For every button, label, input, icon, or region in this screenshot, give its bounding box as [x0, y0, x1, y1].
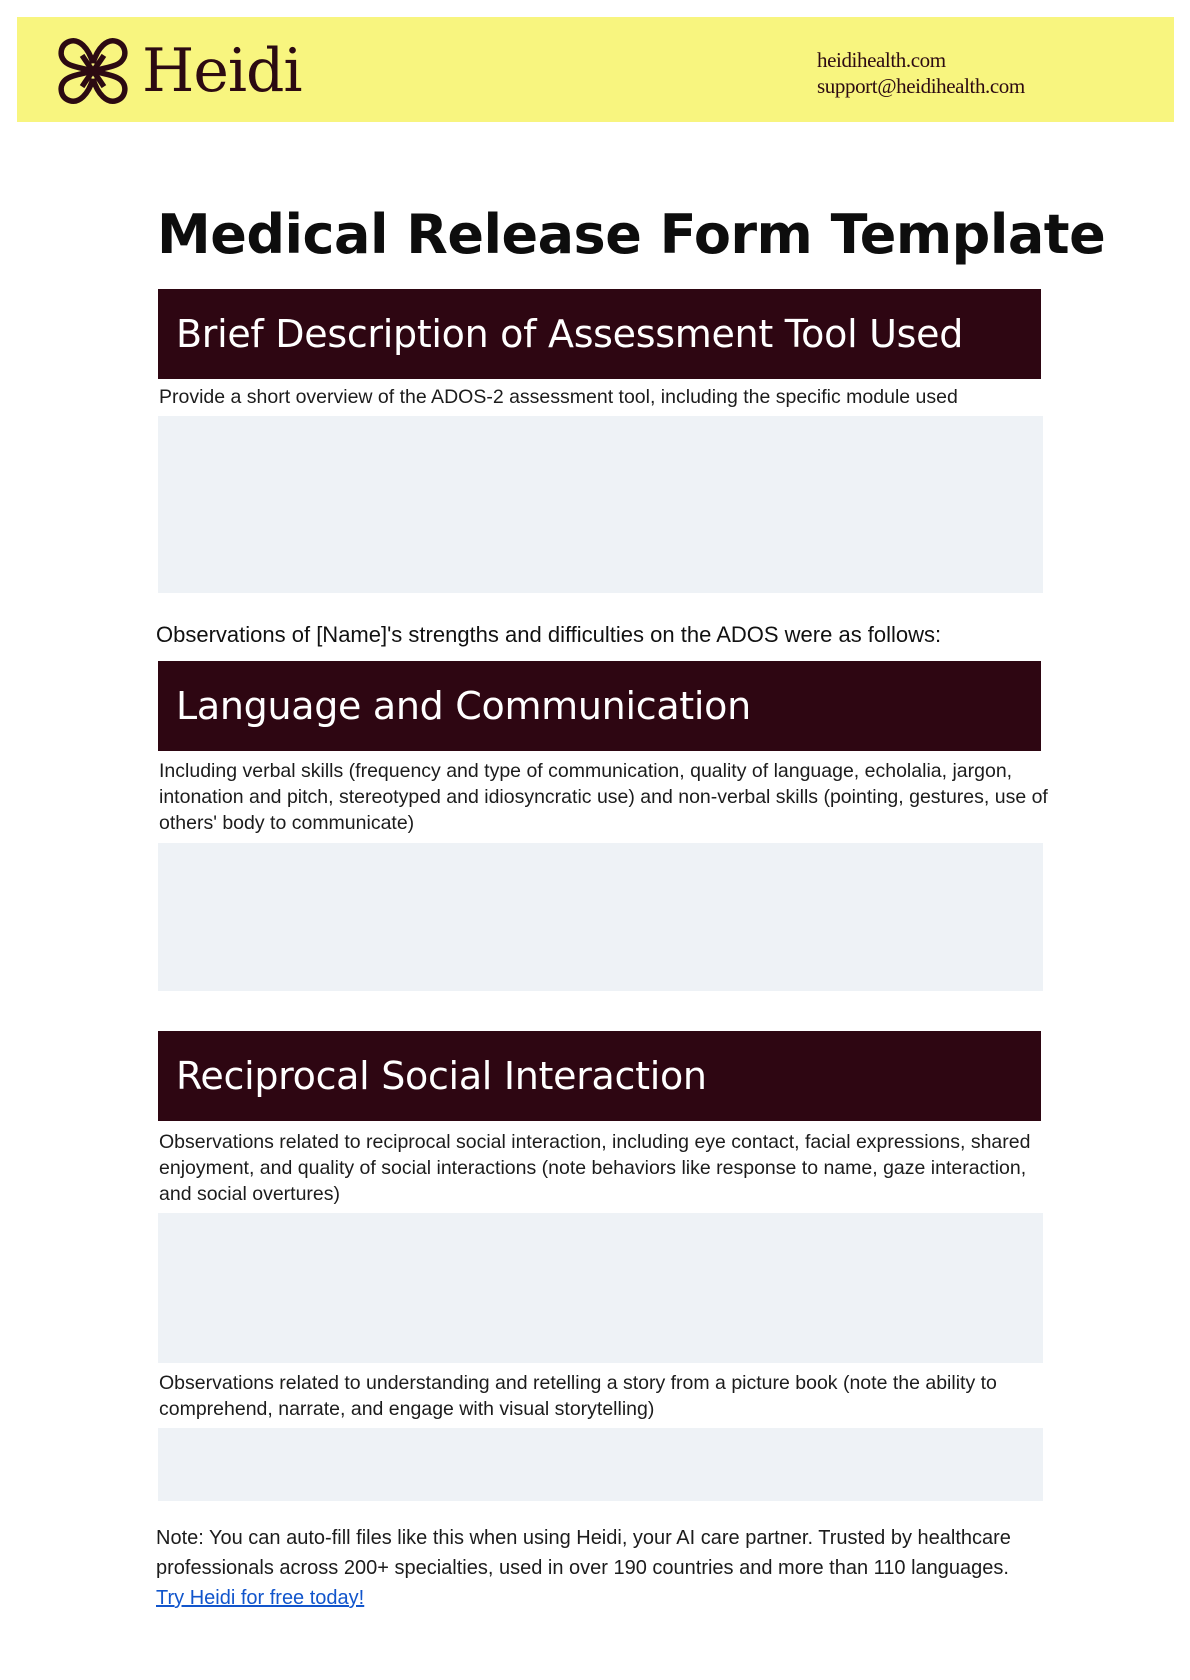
section-heading-social-interaction: [158, 1031, 1041, 1121]
section-heading-text: Brief Description of Assessment Tool Used: [176, 312, 964, 356]
section-prompt: Provide a short overview of the ADOS-2 assessment tool, including the specific module used: [159, 386, 958, 408]
brand-name: Heidi: [142, 36, 302, 106]
document-title: Medical Release Form Template: [157, 203, 1106, 266]
header-banner: [17, 17, 1174, 122]
support-email-link[interactable]: support@heidihealth.com: [817, 74, 1025, 98]
section-prompt: Observations related to reciprocal social interaction, including eye contact, facial expressions, shared enjoyment, and quality of social interactions (note behaviors like response to name, gaze interaction, and social overtures): [159, 1131, 1031, 1205]
assessment-tool-field[interactable]: [158, 416, 1043, 593]
section-heading-assessment-tool: [158, 289, 1041, 379]
section-heading-language-communication: [158, 661, 1041, 751]
footer-note: Note: You can auto-fill files like this when using Heidi, your AI care partner. Trusted by healthcare professionals across 200+ specialties, used in over 190 countries and more than 110 languages.: [156, 1527, 1011, 1579]
try-heidi-link[interactable]: Try Heidi for free today!: [156, 1587, 365, 1609]
brand[interactable]: [54, 31, 302, 111]
section-heading-text: Reciprocal Social Interaction: [176, 1054, 707, 1098]
social-interaction-field[interactable]: [158, 1213, 1043, 1363]
storytelling-field[interactable]: [158, 1428, 1043, 1501]
contact-info: [817, 47, 1025, 99]
language-communication-field[interactable]: [158, 843, 1043, 991]
heidi-logo-icon: [54, 32, 132, 110]
observations-lead-in: Observations of [Name]'s strengths and difficulties on the ADOS were as follows:: [156, 622, 942, 647]
section-prompt: Including verbal skills (frequency and type of communication, quality of language, echolalia, jargon, intonation and pitch, stereotyped and idiosyncratic use) and non-verbal skills (pointing, gestures, use of others' body to communicate): [159, 760, 1048, 834]
section-prompt-storytelling: Observations related to understanding and retelling a story from a picture book (note the ability to comprehend, narrate, and engage with visual storytelling): [159, 1372, 997, 1420]
website-link[interactable]: heidihealth.com: [817, 48, 946, 72]
section-heading-text: Language and Communication: [176, 684, 751, 728]
